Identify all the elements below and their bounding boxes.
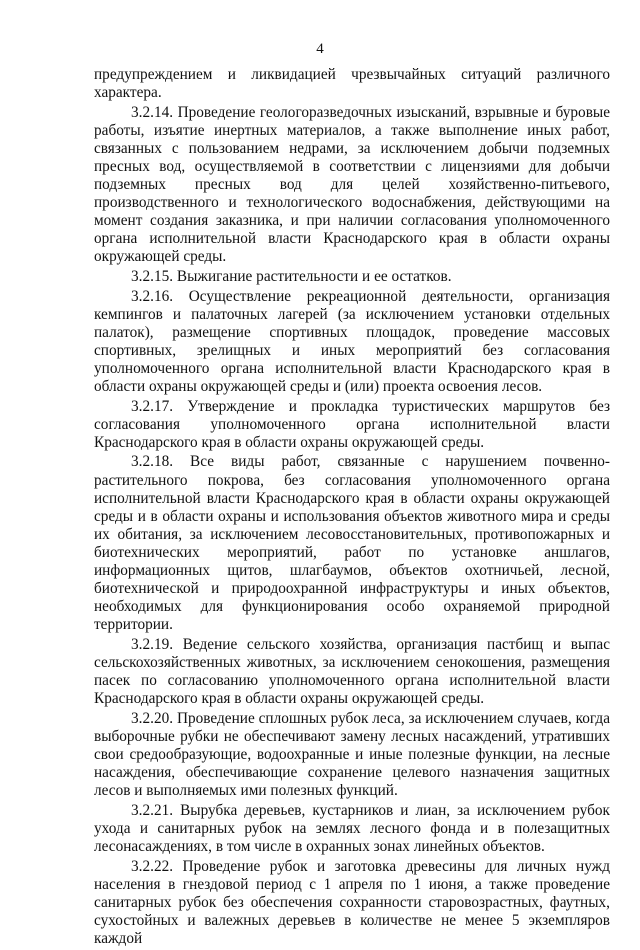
clause-3-2-17: 3.2.17. Утверждение и прокладка туристических маршрутов без согласования уполномоченного органа исполнительной власти Краснодарского края в области охраны окружающей среды.: [94, 397, 610, 451]
clause-3-2-15: 3.2.15. Выжигание растительности и ее остатков.: [131, 268, 452, 286]
clause-3-2-20: 3.2.20. Проведение сплошных рубок леса, за исключением случаев, когда выборочные рубки не обеспечивают замену лесных насаждений, утративших свои средообразующие, водоохранные и иные полезные функции, на лесные насаждения, обеспечивающие сохранение целевого назначения защитных лесов и выполняемых ими полезных функций.: [94, 709, 610, 800]
clause-3-2-16: 3.2.16. Осуществление рекреационной деятельности, организация кемпингов и палаточных лагерей (за исключением установки отдельных палаток), размещение спортивных площадок, проведение массовых спортивных, зрелищных и иных мероприятий без согласования уполномоченного органа исполнительной власти Краснодарского края в области охраны окружающей среды и (или) проекта освоения лесов.: [94, 287, 610, 396]
page-number: 4: [316, 41, 324, 57]
clause-3-2-22: 3.2.22. Проведение рубок и заготовка древесины для личных нужд населения в гнездовой период с 1 апреля по 1 июня, а также проведение санитарных рубок без обеспечения сохранности старовозрастных, фаутных, сухостойных и валежных деревьев в количестве не менее 5 экземпляров каждой: [94, 857, 610, 947]
clause-3-2-21: 3.2.21. Вырубка деревьев, кустарников и лиан, за исключением рубок ухода и санитарных рубок на землях лесного фонда и в полезащитных лесонасаждениях, в том числе в охранных зонах линейных объектов.: [94, 801, 610, 855]
clause-3-2-14: 3.2.14. Проведение геологоразведочных изысканий, взрывные и буровые работы, изъятие инертных материалов, а также выполнение иных работ, связанных с пользованием недрами, за исключением добычи подземных пресных вод, осуществляемой в соответствии с лицензиями для добычи подземных пресных вод для целей хозяйственно-питьевого, производственного и технологического водоснабжения, действующими на момент создания заказника, и при наличии согласования уполномоченного органа исполнительной власти Краснодарского края в области охраны окружающей среды.: [94, 103, 610, 266]
document-body: [94, 66, 610, 950]
clause-3-2-19: 3.2.19. Ведение сельского хозяйства, организация пастбищ и выпас сельскохозяйственных животных, за исключением сенокошения, размещения пасек по согласованию уполномоченного органа исполнительной власти Краснодарского края в области охраны окружающей среды.: [94, 635, 610, 708]
paragraph-continuation: предупреждением и ликвидацией чрезвычайных ситуаций различного характера.: [94, 66, 610, 102]
clause-3-2-18: 3.2.18. Все виды работ, связанные с нарушением почвенно-растительного покрова, без согласования уполномоченного органа исполнительной власти Краснодарского края в области охраны окружающей среды и в области охраны и использования объектов животного мира и среды их обитания, за исключением лесовосстановительных, противопожарных и биотехнических мероприятий, работ по установке аншлагов, информационных щитов, шлагбаумов, объектов охотничьей, лесной, биотехнической и природоохранной инфраструктуры и иных объектов, необходимых для функционирования особо охраняемой природной территории.: [94, 453, 610, 634]
